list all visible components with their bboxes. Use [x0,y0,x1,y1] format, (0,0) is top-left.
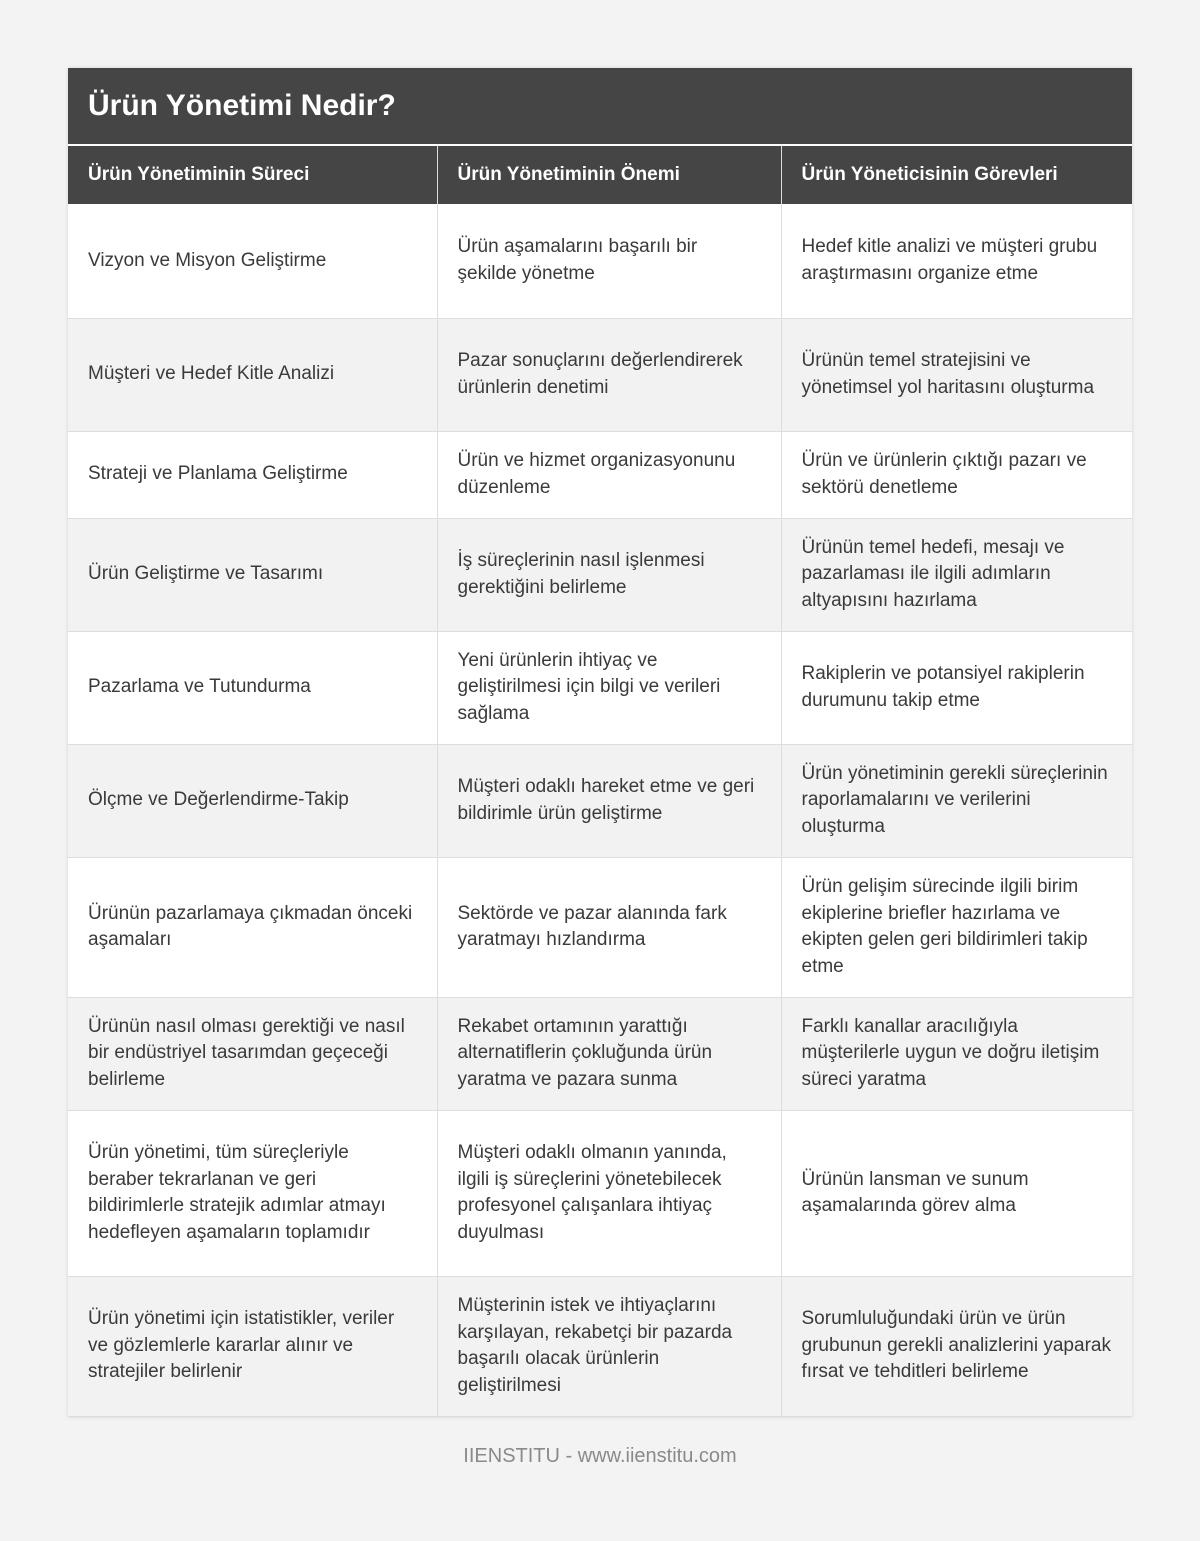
table-cell: Rakiplerin ve potansiyel rakiplerin durumunu takip etme [781,631,1132,744]
table-row [68,997,1132,1110]
table-cell: Müşteri odaklı hareket etme ve geri bildirimle ürün geliştirme [437,744,781,857]
table-cell: Ürün Geliştirme ve Tasarımı [68,518,437,631]
column-header-duties: Ürün Yöneticisinin Görevleri [781,146,1132,204]
table-cell: Pazarlama ve Tutundurma [68,631,437,744]
table-cell: Ürün aşamalarını başarılı bir şekilde yönetme [437,204,781,318]
table-cell: Ürün yönetimi için istatistikler, veriler ve gözlemlerle kararlar alınır ve stratejiler belirlenir [68,1276,437,1416]
table-cell: Sorumluluğundaki ürün ve ürün grubunun gerekli analizlerini yaparak fırsat ve tehditleri belirleme [781,1276,1132,1416]
column-header-process: Ürün Yönetiminin Süreci [68,146,437,204]
table-cell: Sektörde ve pazar alanında fark yaratmayı hızlandırma [437,857,781,997]
table-cell: Vizyon ve Misyon Geliştirme [68,204,437,318]
table-cell: Rekabet ortamının yarattığı alternatiflerin çokluğunda ürün yaratma ve pazara sunma [437,997,781,1110]
table-cell: Ürünün temel hedefi, mesajı ve pazarlaması ile ilgili adımların altyapısını hazırlama [781,518,1132,631]
footer-credit: IIENSTITU - www.iienstitu.com [463,1445,737,1467]
table-cell: Pazar sonuçlarını değerlendirerek ürünlerin denetimi [437,318,781,431]
header-row [68,146,1132,204]
column-header-importance: Ürün Yönetiminin Önemi [437,146,781,204]
table-cell: Müşteri ve Hedef Kitle Analizi [68,318,437,431]
table-row [68,204,1132,318]
table-cell: İş süreçlerinin nasıl işlenmesi gerektiğini belirleme [437,518,781,631]
table-row [68,857,1132,997]
table-cell: Ürünün temel stratejisini ve yönetimsel yol haritasını oluşturma [781,318,1132,431]
page-title: Ürün Yönetimi Nedir? [88,89,396,122]
table-cell: Ürünün lansman ve sunum aşamalarında görev alma [781,1110,1132,1276]
table-cell: Ürün yönetimi, tüm süreçleriyle beraber tekrarlanan ve geri bildirimlerle stratejik adımlar atmayı hedefleyen aşamaların toplamıdır [68,1110,437,1276]
table-row [68,1276,1132,1416]
table-row [68,431,1132,518]
table-card [68,68,1132,1417]
table-cell: Ürünün pazarlamaya çıkmadan önceki aşamaları [68,857,437,997]
table-row [68,318,1132,431]
table-cell: Strateji ve Planlama Geliştirme [68,431,437,518]
title-bar [68,68,1132,146]
table-row [68,518,1132,631]
table-cell: Ürün ve hizmet organizasyonunu düzenleme [437,431,781,518]
table-row [68,744,1132,857]
data-table [68,146,1132,1417]
table-cell: Müşteri odaklı olmanın yanında, ilgili iş süreçlerini yönetebilecek profesyonel çalışanlara ihtiyaç duyulması [437,1110,781,1276]
table-row [68,1110,1132,1276]
table-cell: Ürün ve ürünlerin çıktığı pazarı ve sektörü denetleme [781,431,1132,518]
table-cell: Ürünün nasıl olması gerektiği ve nasıl bir endüstriyel tasarımdan geçeceği belirleme [68,997,437,1110]
table-row [68,631,1132,744]
table-cell: Hedef kitle analizi ve müşteri grubu araştırmasını organize etme [781,204,1132,318]
table-cell: Farklı kanallar aracılığıyla müşterilerle uygun ve doğru iletişim süreci yaratma [781,997,1132,1110]
table-cell: Ürün gelişim sürecinde ilgili birim ekiplerine briefler hazırlama ve ekipten gelen geri bildirimleri takip etme [781,857,1132,997]
table-cell: Ürün yönetiminin gerekli süreçlerinin raporlamalarını ve verilerini oluşturma [781,744,1132,857]
table-cell: Ölçme ve Değerlendirme-Takip [68,744,437,857]
table-cell: Yeni ürünlerin ihtiyaç ve geliştirilmesi için bilgi ve verileri sağlama [437,631,781,744]
table-cell: Müşterinin istek ve ihtiyaçlarını karşılayan, rekabetçi bir pazarda başarılı olacak ürünlerin geliştirilmesi [437,1276,781,1416]
